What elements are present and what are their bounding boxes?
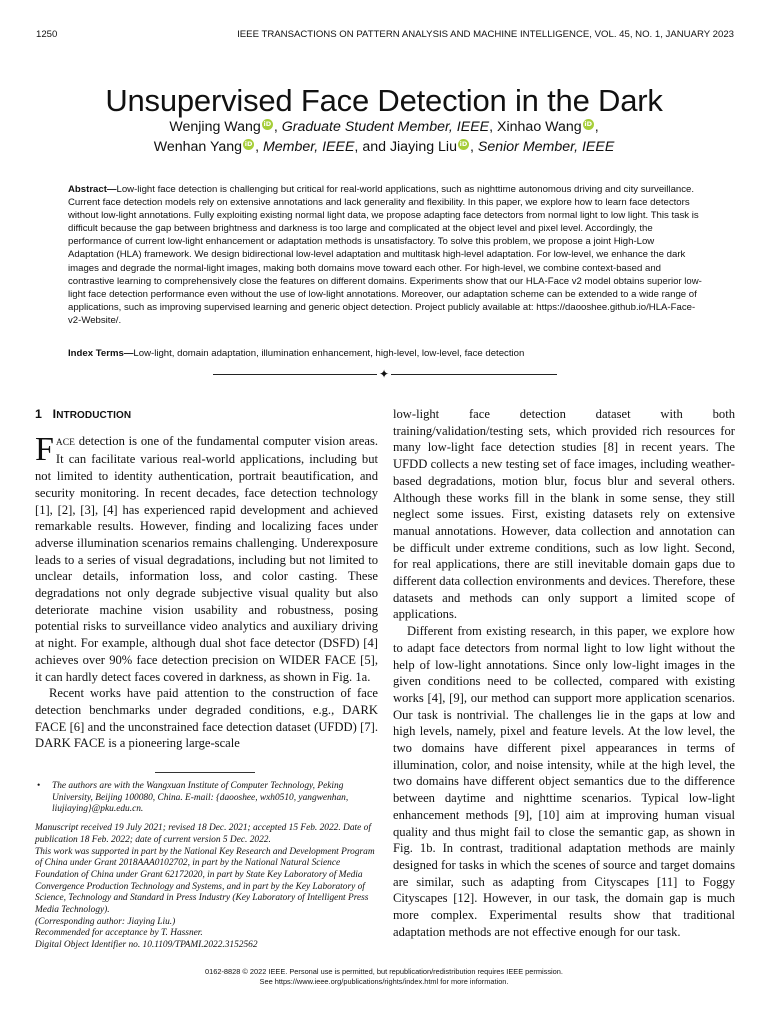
section-title-rest: NTRODUCTION <box>56 410 132 421</box>
paper-title: Unsupervised Face Detection in the Dark <box>105 82 663 118</box>
conjunction: and <box>362 139 386 155</box>
section-title-initial: I <box>52 407 57 421</box>
page-number: 1250 <box>36 29 58 40</box>
section-heading <box>35 406 378 425</box>
author-role: Member, IEEE <box>262 139 355 155</box>
divider-ornament-icon: ✦ <box>378 367 390 381</box>
footnote-affiliation: • The authors are with the Wangxuan Institute of Computer Technology, Peking University, Beijing 100080, China. E-mail: {daooshee, wxh0510, yangwenhan, liujiaying}@pku.edu.cn. <box>35 781 378 816</box>
author-role: Senior Member, IEEE <box>477 139 615 155</box>
author-line-2: Wenhan Yang iD , Member, IEEE, and Jiaying Liu iD , Senior Member, IEEE <box>153 139 615 155</box>
copyright-notice <box>0 967 768 986</box>
index-terms-text: Low-light, domain adaptation, illumination enhancement, high-level, low-level, face detection <box>133 348 525 359</box>
footnote-doi: Digital Object Identifier no. 10.1109/TPAMI.2022.3152562 <box>35 940 258 951</box>
author-line-1: Wenjing Wang iD , Graduate Student Member, IEEE, Xinhao Wang iD , <box>169 119 599 135</box>
paragraph <box>35 430 378 686</box>
abstract: Abstract—Low-light face detection is challenging but critical for real-world applications, such as nighttime autonomous driving and city surveillance. Current face detection models rely on extensive annotations and lack generality and flexibility. In this paper, we explore how to learn face detectors without low-light annotations. Fully exploiting existing normal light data, we propose adapting face detectors from normal light to low light. This task is difficult because the gap between brightness and darkness is too large and complicated at the object level and pixel level. Accordingly, the performance of current low-light enhancement or adaptation methods is unsatisfactory. To solve this problem, we propose a joint High-Low Adaptation (HLA) framework. We design bidirectional low-level adaptation and multitask high-level adaptation. For low-level, we enhance the dark images and degrade the normal-light images, making both domains move toward each other. For high-level, we combine context-based and contrastive learning to comprehensively close the features on different domains. Experiments show that our HLA-Face v2 model obtains superior low-light face detection performance even without the use of low-light annotations. Moreover, our adaptation scheme can be extended to a wide range of applications, such as improving supervised learning and generic object detection. Project publicly available at: https://daooshee.github.io/HLA-Face-v2-Website/. <box>68 184 702 326</box>
index-terms-label: Index Terms <box>68 348 124 359</box>
footnote-manuscript: Manuscript received 19 July 2021; revised 18 Dec. 2021; accepted 15 Feb. 2022. Date of publication 18 Feb. 2022; date of current version 5 Dec. 2022. <box>35 823 371 845</box>
journal-info: IEEE TRANSACTIONS ON PATTERN ANALYSIS AND MACHINE INTELLIGENCE, VOL. 45, NO. 1, JANUARY 2023 <box>237 29 734 40</box>
index-terms: Index Terms—Low-light, domain adaptation, illumination enhancement, high-level, low-level, face detection <box>68 348 525 359</box>
orcid-icon[interactable]: iD <box>244 140 253 148</box>
running-head <box>36 29 734 43</box>
drop-cap: F <box>35 430 54 468</box>
footnotes <box>35 781 378 952</box>
copyright-link-line: See https://www.ieee.org/publications/rights/index.html for more information. <box>259 976 509 986</box>
right-column <box>393 406 735 941</box>
author-role: Graduate Student Member, IEEE <box>281 119 490 135</box>
author-name: Xinhao Wang <box>497 119 582 135</box>
paragraph: Recent works have paid attention to the construction of face detection benchmarks under degraded conditions, e.g., DARK FACE [6] and the unconstrained face detection dataset (UFDD) [7]. DARK FACE is a pioneering large-scale <box>35 686 378 751</box>
abstract-label: Abstract <box>68 184 107 195</box>
footnote-funding: This work was supported in part by the National Key Research and Development Program of China under Grant 2018AAA0102702, in part by the National Natural Science Foundation of China under Grant 62172020, in part by State Key Laboratory of Media Convergence Production Technology and Systems, and in part by the Key Laboratory of Science, Technology and Standard in Press Industry (Key Laboratory of Intelligent Press Media Technology). <box>35 846 375 916</box>
author-block <box>0 117 768 157</box>
footnote-recommended: Recommended for acceptance by T. Hassner. <box>35 928 203 939</box>
footnote-rule <box>155 772 255 773</box>
paragraph-text: detection is one of the fundamental computer vision areas. It can facilitate various real-world applications, including but not limited to identity authentication, portrait beautification, and security monitoring. In recent decades, face detection technology [1], [2], [3], [4] has experienced rapid development and achieved remarkable results. However, finding and localizing faces under adverse illumination scenarios remains challenging. Underexposure leads to a series of visual degradations, including but not limited to unclear details, information loss, and color casting. These degradations not only degrade subjective visual quality but also deteriorate machine vision usability and robustness, posing potential risks to surveillance video analytics and auxiliary driving at night. For example, although dual shot face detector (DSFD) [4] achieves over 90% face detection precision on WIDER FACE [5], it can hardly detect faces covered in darkness, as shown in Fig. 1a. <box>35 433 378 684</box>
drop-cap-rest: ACE <box>55 437 75 448</box>
author-name: Jiaying Liu <box>389 139 457 155</box>
paragraph: low-light face detection dataset with both training/validation/testing sets, which provided rich resources for many low-light face detection studies [8] in recent years. The UFDD collects a new testing set of face images, including weather-based degradations, motion blur, focus blur and several others. Although these works fill in the blank in some sense, they still neglect some issues. First, existing datasets rely on extensive manual annotations. However, data collection and annotation can be difficult under extreme conditions, such as low light. Second, for real applications, there are still inevitable domain gaps due to different data collection environments and devices. Therefore, these datasets and methods can only support a limited scope of applications. <box>393 407 735 622</box>
abstract-text: Low-light face detection is challenging but critical for real-world applications, such as nighttime autonomous driving and city surveillance. Current face detection models rely on extensive annotations and lack generality and flexibility. In this paper, we explore how to learn face detectors without low-light annotations. Fully exploiting existing normal light data, we propose adapting face detectors from normal light to low light. This task is difficult because the gap between brightness and darkness is too large and complicated at the object level and pixel level. Accordingly, the performance of current low-light enhancement or adaptation methods is unsatisfactory. To solve this problem, we propose a joint High-Low Adaptation (HLA) framework. We design bidirectional low-level adaptation and multitask high-level adaptation. For low-level, we enhance the dark images and degrade the normal-light images, making both domains move toward each other. For high-level, we combine context-based and contrastive learning to comprehensively close the features on different domains. Experiments show that our HLA-Face v2 model obtains superior low-light face detection performance even without the use of low-light annotations. Moreover, our adaptation scheme can be extended to a wide range of applications, such as improving supervised learning and generic object detection. Project publicly available at: https://daooshee.github.io/HLA-Face-v2-Website/. <box>68 184 702 326</box>
left-column <box>35 406 378 752</box>
author-name: Wenjing Wang <box>169 119 261 135</box>
paragraph: Different from existing research, in this paper, we explore how to adapt face detectors from normal light to low light without the help of low-light annotations. Since only low-light images in the given conditions need to be collected, compared with existing works [4], [9], our method can support more application scenarios. Our task is nontrivial. The challenges lie in the gaps at low and high levels, namely, pixel and feature levels. At the low level, the two domains have different pixel appearances in terms of illumination, color, and noise intensity, while at the high level, the two domains have different object semantics due to the difference between daytime and nighttime scenarios. Typical low-light enhancement methods [9], [10] aim at improving human visual quality and thus might fail to close the semantic gap, as shown in Fig. 1b. In contrast, traditional adaptation methods are mainly designed for tasks in which the scenes of source and target domains are similar, such as adapting from Cityscapes [11] to Foggy Cityscapes [12]. However, in our task, the domain gap is much more complex. Experimental results show that traditional adaptation methods are not effective enough for our task. <box>393 624 735 939</box>
orcid-icon[interactable]: iD <box>459 140 468 148</box>
orcid-icon[interactable]: iD <box>263 120 272 128</box>
orcid-icon[interactable]: iD <box>584 120 592 128</box>
section-number: 1 <box>35 407 42 421</box>
copyright-line: 0162-8828 © 2022 IEEE. Personal use is permitted, but republication/redistribution requires IEEE permission. <box>205 967 563 976</box>
author-name: Wenhan Yang <box>153 139 243 155</box>
footnote-corresponding: (Corresponding author: Jiaying Liu.) <box>35 916 176 927</box>
